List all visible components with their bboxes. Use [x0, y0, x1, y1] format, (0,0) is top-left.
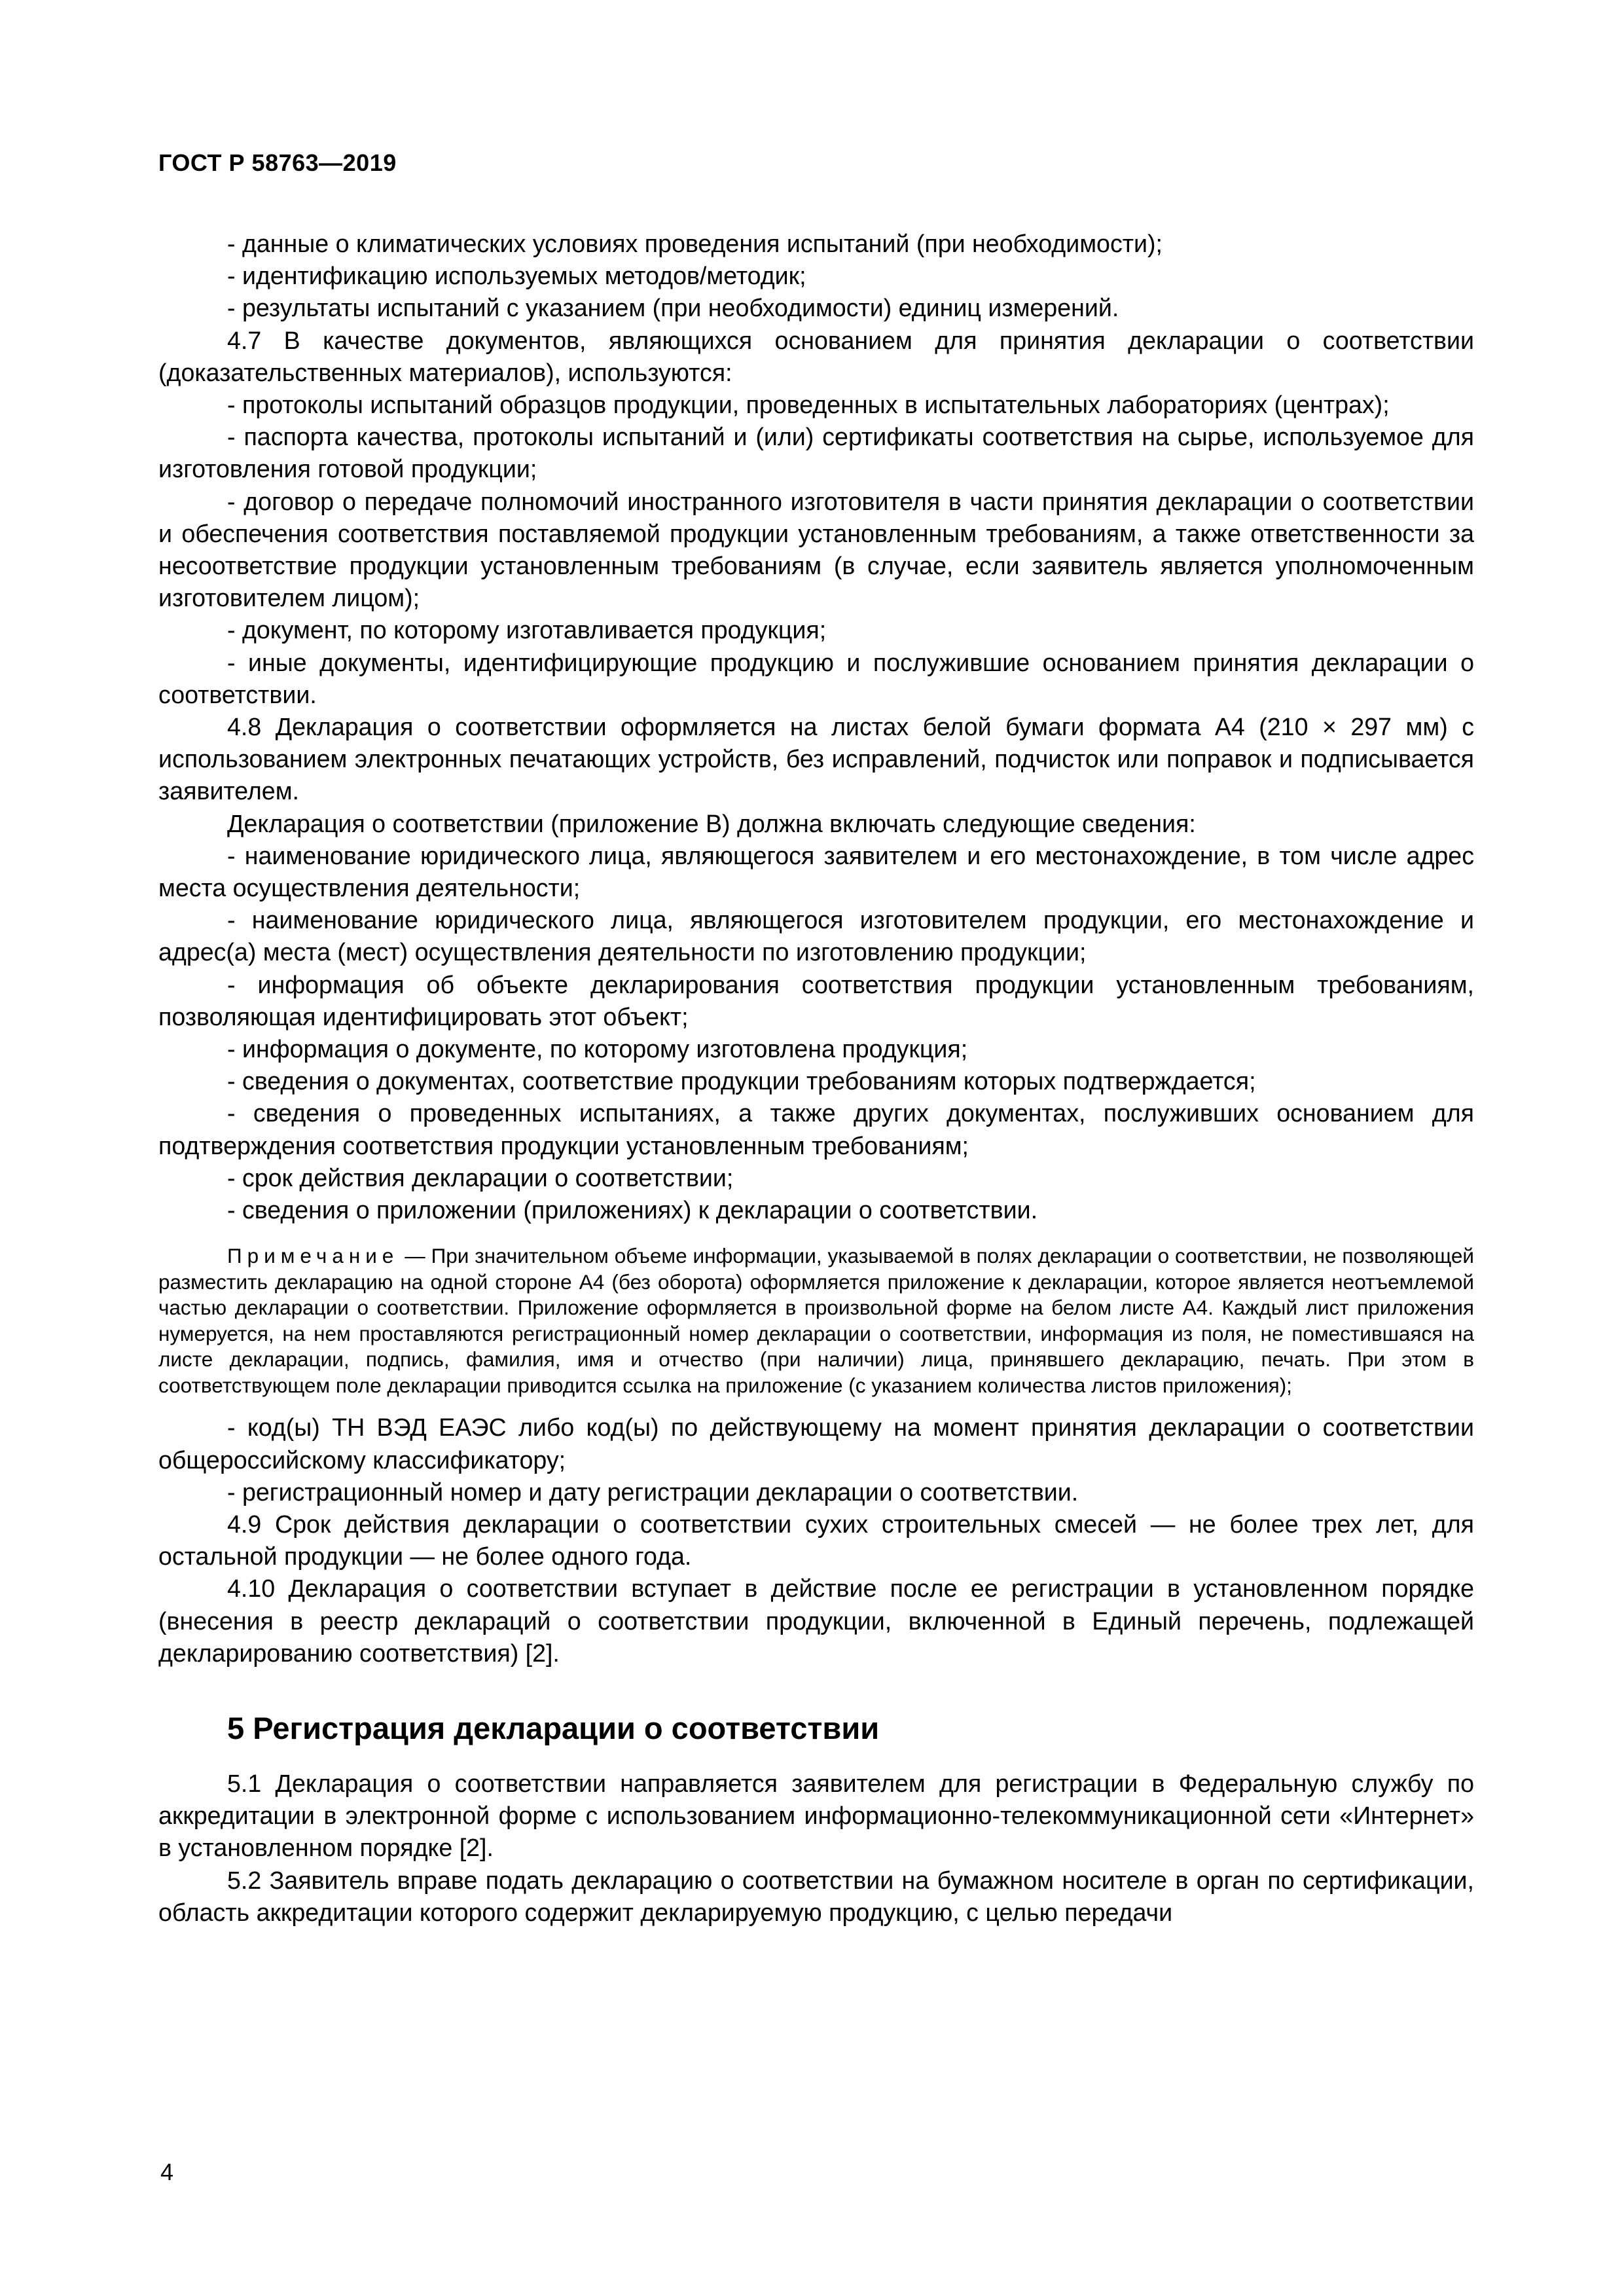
paragraph: 5.2 Заявитель вправе подать декларацию о соответствии на бумажном носителе в орган по сертификации, область аккредитации которого содержит декларируемую продукцию, с целью передачи: [158, 1866, 1474, 1926]
note-text: — При значительном объеме информации, указываемой в полях декларации о соответствии, не позволяющей разместить декларацию на одной стороне А4 (без оборота) оформляется приложение к декларации, которое является неотъемлемой частью декларации о соответствии. Приложение оформляется в произвольной форме на белом листе А4. Каждый лист приложения нумеруется, на нем проставляются регистрационный номер декларации о соответствии, информация из поля, не поместившаяся на листе декларации, подпись, фамилия, имя и отчество (при наличии) лица, принявшего декларацию, печать. При этом в соответствующем поле декларации приводится ссылка на приложение (с указанием количества листов приложения);: [158, 1244, 1474, 1397]
paragraph: 5.1 Декларация о соответствии направляется заявителем для регистрации в Федеральную службу по аккредитации в электронной форме с использованием информационно-телекоммуникационной сети «Интернет» в установленном порядке [2].: [158, 1769, 1474, 1862]
paragraph: 4.9 Срок действия декларации о соответствии сухих строительных смесей — не более трех лет, для остальной продукции — не более одного года.: [158, 1510, 1474, 1571]
document-code-header: ГОСТ Р 58763—2019: [158, 149, 397, 176]
paragraph: - регистрационный номер и дату регистрации декларации о соответствии.: [227, 1478, 1079, 1506]
paragraph: - сведения о приложении (приложениях) к декларации о соответствии.: [227, 1196, 1038, 1224]
paragraph: 4.7 В качестве документов, являющихся основанием для принятия декларации о соответствии (доказательственных материалов), используются:: [158, 326, 1474, 386]
paragraph: - протоколы испытаний образцов продукции, проведенных в испытательных лабораториях (центрах);: [227, 391, 1390, 419]
paragraph: - иные документы, идентифицирующие продукцию и послужившие основанием принятия декларации о соответствии.: [158, 648, 1474, 708]
paragraph: 4.8 Декларация о соответствии оформляется на листах белой бумаги формата А4 (210 × 297 мм) с использованием электронных печатающих устройств, без исправлений, подчисток или поправок и подписывается заявителем.: [158, 713, 1474, 805]
paragraph: - паспорта качества, протоколы испытаний и (или) сертификаты соответствия на сырье, используемое для изготовления готовой продукции;: [158, 423, 1474, 483]
paragraph: - срок действия декларации о соответствии;: [227, 1163, 734, 1192]
section-title: 5 Регистрация декларации о соответствии: [227, 1710, 880, 1745]
page-number: 4: [160, 2159, 174, 2185]
paragraph: - наименование юридического лица, являющегося заявителем и его местонахождение, в том числе адрес места осуществления деятельности;: [158, 841, 1474, 902]
note-block: [158, 1243, 1474, 1398]
paragraph: - сведения о документах, соответствие продукции требованиям которых подтверждается;: [227, 1067, 1256, 1095]
paragraph: - наименование юридического лица, являющегося изготовителем продукции, его местонахождение и адрес(а) места (мест) осуществления деятельности по изготовлению продукции;: [158, 906, 1474, 966]
paragraph: - информация об объекте декларирования соответствия продукции установленным требованиям, позволяющая идентифицировать этот объект;: [158, 970, 1474, 1030]
paragraph: - сведения о проведенных испытаниях, а также других документах, послуживших основанием для подтверждения соответствия продукции установленным требованиям;: [158, 1099, 1474, 1159]
paragraph: - идентификацию используемых методов/методик;: [227, 262, 806, 290]
note-label: Примечание: [227, 1244, 399, 1268]
paragraph: - информация о документе, по которому изготовлена продукция;: [227, 1035, 968, 1063]
paragraph: - данные о климатических условиях проведения испытаний (при необходимости);: [227, 230, 1163, 257]
paragraph: Декларация о соответствии (приложение В) должна включать следующие сведения:: [227, 809, 1196, 837]
document-body: [158, 228, 1474, 1929]
paragraph: - документ, по которому изготавливается продукция;: [227, 616, 827, 644]
paragraph: 4.10 Декларация о соответствии вступает в действие после ее регистрации в установленном порядке (внесения в реестр деклараций о соответствии продукции, включенной в Единый перечень, подлежащей декларированию соответствия) [2].: [158, 1575, 1474, 1667]
paragraph: - результаты испытаний с указанием (при необходимости) единиц измерений.: [227, 294, 1119, 322]
paragraph: - договор о передаче полномочий иностранного изготовителя в части принятия декларации о соответствии и обеспечения соответствия поставляемой продукции установленным требованиям, а также ответственности за несоответствие продукции установленным требованиям (в случае, если заявитель является уполномоченным изготовителем лицом);: [158, 487, 1474, 612]
paragraph: - код(ы) ТН ВЭД ЕАЭС либо код(ы) по действующему на момент принятия декларации о соответствии общероссийскому классификатору;: [158, 1413, 1474, 1474]
